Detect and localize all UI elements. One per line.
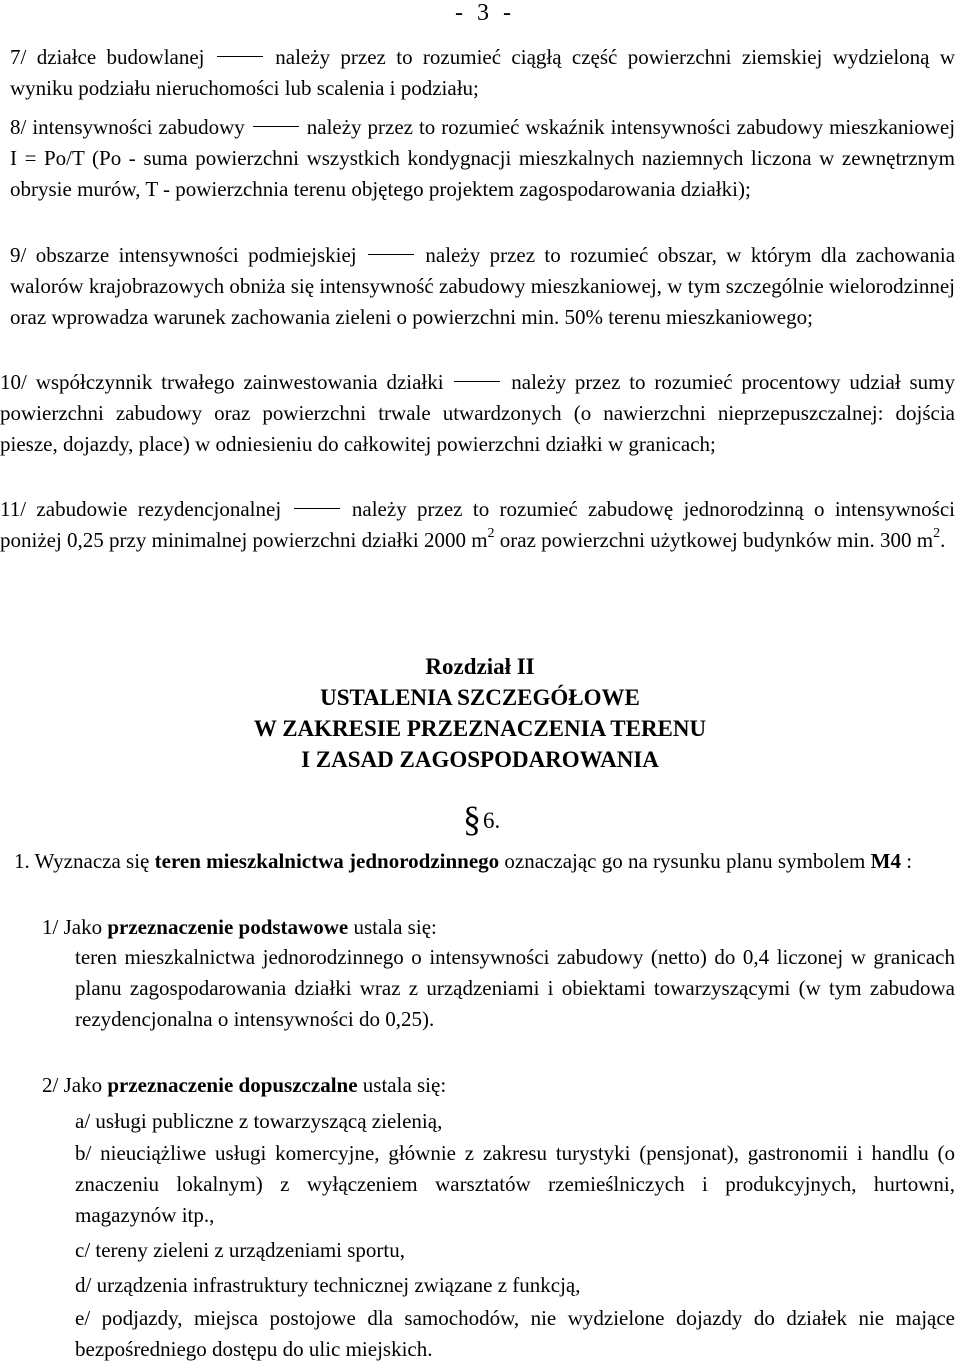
definition-9-term: obszarze intensywności podmiejskiej	[35, 243, 357, 267]
list-item-b-text: nieuciążliwe usługi komercyjne, głównie z zakresu turystyki (pensjonat), gastronomii i handlu (o znaczeniu lokalnym) z wyłączeniem warsztatów rzemieślniczych i produkcyjnych, hurtowni, magazynów itp.,	[75, 1141, 956, 1227]
em-dash-glyph	[454, 381, 500, 382]
point-1-text-a: Wyznacza się	[34, 849, 150, 873]
definition-9-label: 9/	[10, 243, 27, 267]
definition-item-8	[10, 112, 955, 205]
subpoint-1-rest: ustala się:	[353, 915, 437, 939]
definition-7-text: należy przez to rozumieć ciągłą część powierzchni ziemskiej wydzieloną w wyniku podziału nieruchomości lub scalenia i podziału;	[10, 45, 956, 100]
em-dash-glyph	[217, 56, 263, 57]
subpoint-2-header	[42, 1070, 955, 1101]
definition-11-label: 11/	[0, 497, 27, 521]
definition-8-text: należy przez to rozumieć wskaźnik intensywności zabudowy mieszkaniowej I = Po/T (Po - suma powierzchni wszystkich kondygnacji mieszkalnych naziemnych liczona w zewnętrznym obrysie murów, T - powierzchnia terenu objętego projektem zagospodarowania działki);	[10, 115, 956, 201]
point-1-colon: :	[906, 849, 913, 873]
chapter-heading-line-3: I ZASAD ZAGOSPODAROWANIA	[301, 747, 659, 772]
list-item-d-label: d/	[75, 1273, 92, 1297]
chapter-heading-line-1: USTALENIA SZCZEGÓŁOWE	[320, 685, 640, 710]
page-number: - 3 -	[455, 0, 515, 26]
definition-10-term: współczynnik trwałego zainwestowania działki	[35, 370, 444, 394]
list-item-d-text: urządzenia infrastruktury technicznej związane z funkcją,	[96, 1273, 581, 1297]
subpoint-2-rest: ustala się:	[362, 1073, 447, 1097]
definition-9-text: należy przez to rozumieć obszar, w którym dla zachowania walorów krajobrazowych obniża się intensywność zabudowy mieszkaniowej, w tym szczególnie wielorodzinnej oraz wprowadza warunek zachowania zieleni o powierzchni min. 50% terenu mieszkaniowego;	[10, 243, 956, 329]
definition-11-text-a: należy przez to rozumieć zabudowę jednorodzinną o intensywności poniżej 0,25 przy minimalnej powierzchni działki 2000 m	[0, 497, 956, 552]
list-item-c-text: tereny zieleni z urządzeniami sportu,	[95, 1238, 406, 1262]
subpoint-1-body: teren mieszkalnictwa jednorodzinnego o intensywności zabudowy (netto) do 0,4 liczonej w granicach planu zagospodarowania działki wraz z urządzeniami i obiektami towarzyszącymi (w tym zabudowa rezydencjonalna o intensywności do 0,25).	[75, 945, 955, 1031]
list-item-d	[75, 1270, 955, 1301]
em-dash-glyph	[253, 126, 299, 127]
definition-7-label: 7/	[10, 45, 27, 69]
superscript-2: 2	[487, 526, 495, 541]
list-item-b-label: b/	[75, 1141, 92, 1165]
list-item-c	[75, 1235, 955, 1266]
list-item-a-label: a/	[75, 1109, 91, 1133]
subpoint-1-bold: przeznaczenie podstawowe	[107, 915, 349, 939]
section-number: 6.	[483, 808, 501, 833]
point-1	[14, 846, 955, 877]
em-dash-glyph	[294, 508, 340, 509]
list-item-b	[75, 1138, 955, 1231]
list-item-e-label: e/	[75, 1306, 91, 1330]
point-1-symbol: M4	[870, 849, 901, 873]
subpoint-2-label: 2/ Jako	[42, 1073, 103, 1097]
definition-8-label: 8/	[10, 115, 27, 139]
definition-item-7	[10, 42, 955, 104]
point-1-label: 1.	[14, 849, 30, 873]
definition-11-term: zabudowie rezydencjonalnej	[36, 497, 282, 521]
definition-11-text-b: oraz powierzchni użytkowej budynków min. 300 m	[499, 528, 934, 552]
em-dash-glyph	[368, 254, 414, 255]
definition-item-10	[0, 367, 955, 460]
subpoint-1-header	[42, 912, 955, 943]
subpoint-1-label: 1/ Jako	[42, 915, 103, 939]
definition-7-term: działce budowlanej	[36, 45, 205, 69]
list-item-e	[75, 1303, 955, 1365]
list-item-a	[75, 1106, 955, 1137]
chapter-heading-line-2: W ZAKRESIE PRZEZNACZENIA TERENU	[253, 716, 707, 741]
point-1-text-b: oznaczając go na rysunku planu symbolem	[504, 849, 866, 873]
list-item-e-text: podjazdy, miejsca postojowe dla samochodów, nie wydzielone dojazdy do działek nie mające bezpośredniego dostępu do ulic miejskich.	[75, 1306, 956, 1361]
definition-10-text: należy przez to rozumieć procentowy udział sumy powierzchni zabudowy oraz powierzchni trwale utwardzonych (o nawierzchni nieprzepuszczalnej: dojścia piesze, dojazdy, place) w odniesieniu do całkowitej powierzchni działki w granicach;	[0, 370, 955, 456]
list-item-c-label: c/	[75, 1238, 91, 1262]
definition-10-label: 10/	[0, 370, 27, 394]
definition-11-end: .	[940, 528, 946, 552]
superscript-2: 2	[933, 526, 941, 541]
section-sign: §	[463, 799, 481, 839]
chapter-title: Rozdział II	[425, 654, 535, 679]
list-item-a-text: usługi publiczne z towarzyszącą zielenią,	[95, 1109, 443, 1133]
point-1-bold-term: teren mieszkalnictwa jednorodzinnego	[154, 849, 500, 873]
subpoint-2-bold: przeznaczenie dopuszczalne	[107, 1073, 358, 1097]
definition-8-term: intensywności zabudowy	[32, 115, 245, 139]
definition-item-11	[0, 494, 955, 556]
definition-item-9	[10, 240, 955, 333]
